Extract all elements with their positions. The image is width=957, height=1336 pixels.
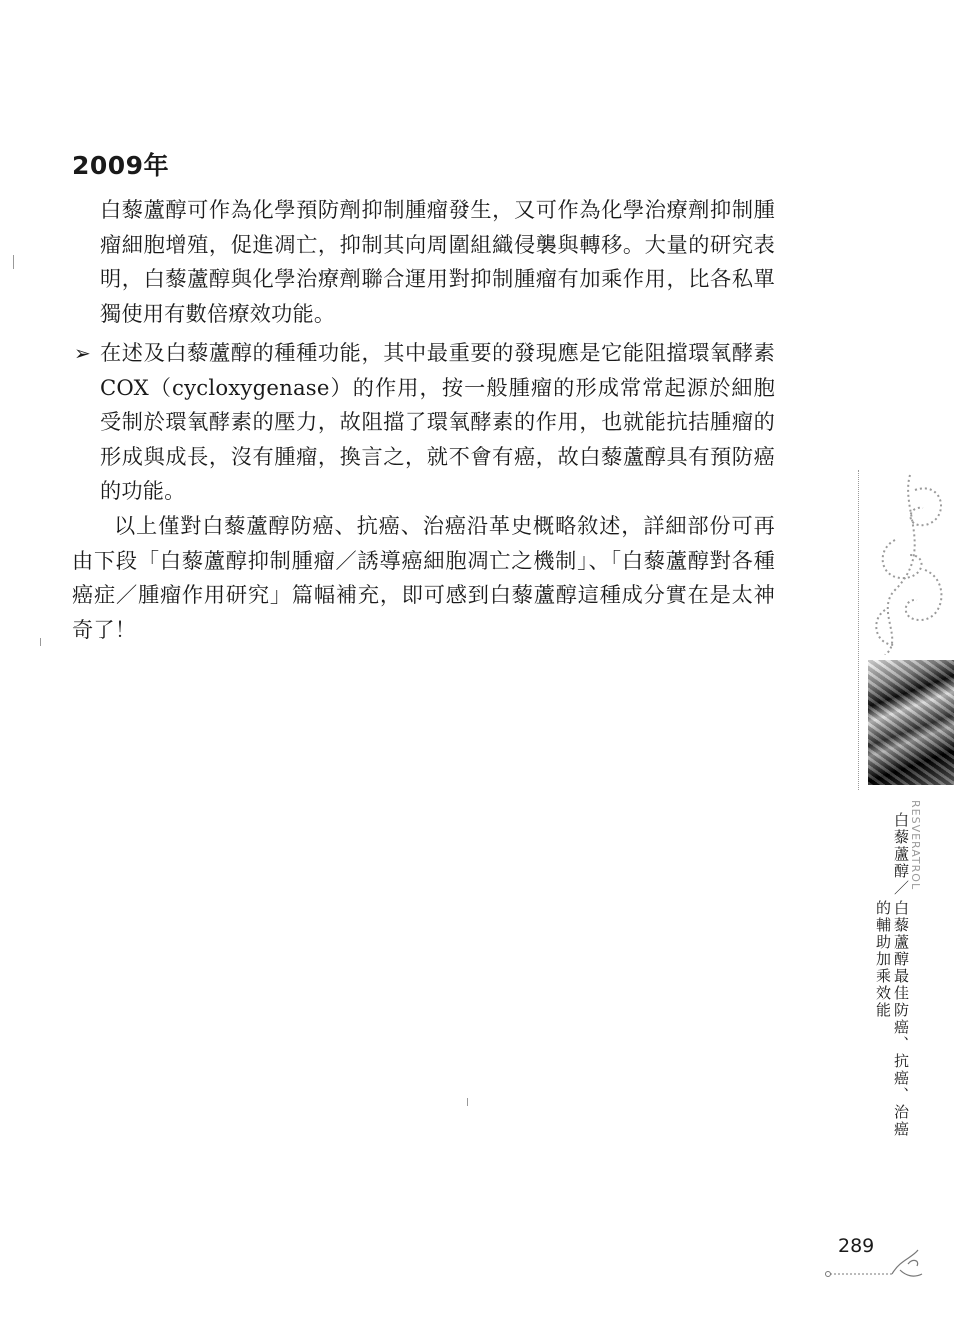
scan-mark bbox=[40, 638, 41, 646]
arrow-bullet-icon: ➢ bbox=[74, 341, 91, 365]
section-heading: 2009年 bbox=[72, 151, 170, 180]
side-title-col-2: 白藜蘆醇最佳防癌、抗癌、治癌 bbox=[892, 900, 910, 1138]
side-title-col-1: 白藜蘆醇／ bbox=[892, 812, 910, 897]
side-title-col-3: 的輔助加乘效能 bbox=[874, 900, 892, 1019]
floral-swirl-icon bbox=[855, 470, 955, 655]
side-english-title: RESVERATROL bbox=[909, 800, 922, 891]
paragraph-3: 以上僅對白藜蘆醇防癌、抗癌、治癌沿革史概略敘述，詳細部份可再由下段「白藜蘆醇抑制腫瘤／誘導癌細胞凋亡之機制」、「白藜蘆醇對各種癌症／腫瘤作用研究」篇幅補充，即可感到白藜蘆醇這種成分實在是太神奇了！ bbox=[72, 513, 775, 642]
scan-mark bbox=[467, 1098, 468, 1106]
paragraph-1: 白藜蘆醇可作為化學預防劑抑制腫瘤發生，又可作為化學治療劑抑制腫瘤細胞增殖，促進凋亡，抑制其向周圍組織侵襲與轉移。大量的研究表明，白藜蘆醇與化學治療劑聯合運用對抑制腫瘤有加乘作用，比各私單獨使用有數倍療效功能。 bbox=[100, 197, 775, 326]
bullet-paragraph bbox=[74, 336, 775, 509]
page-number: 289 bbox=[838, 1235, 875, 1257]
scan-mark bbox=[13, 255, 14, 269]
decorative-photo bbox=[868, 660, 954, 785]
bullet-paragraph-text: 在述及白藜蘆醇的種種功能，其中最重要的發現應是它能阻擋環氧酵素COX（cycloxygenase）的作用，按一般腫瘤的形成常常起源於細胞受制於環氧酵素的壓力，故阻擋了環氧酵素的作用，也就能抗拮腫瘤的形成與成長，沒有腫瘤，換言之，就不會有癌，故白藜蘆醇具有預防癌的功能。 bbox=[100, 340, 775, 503]
